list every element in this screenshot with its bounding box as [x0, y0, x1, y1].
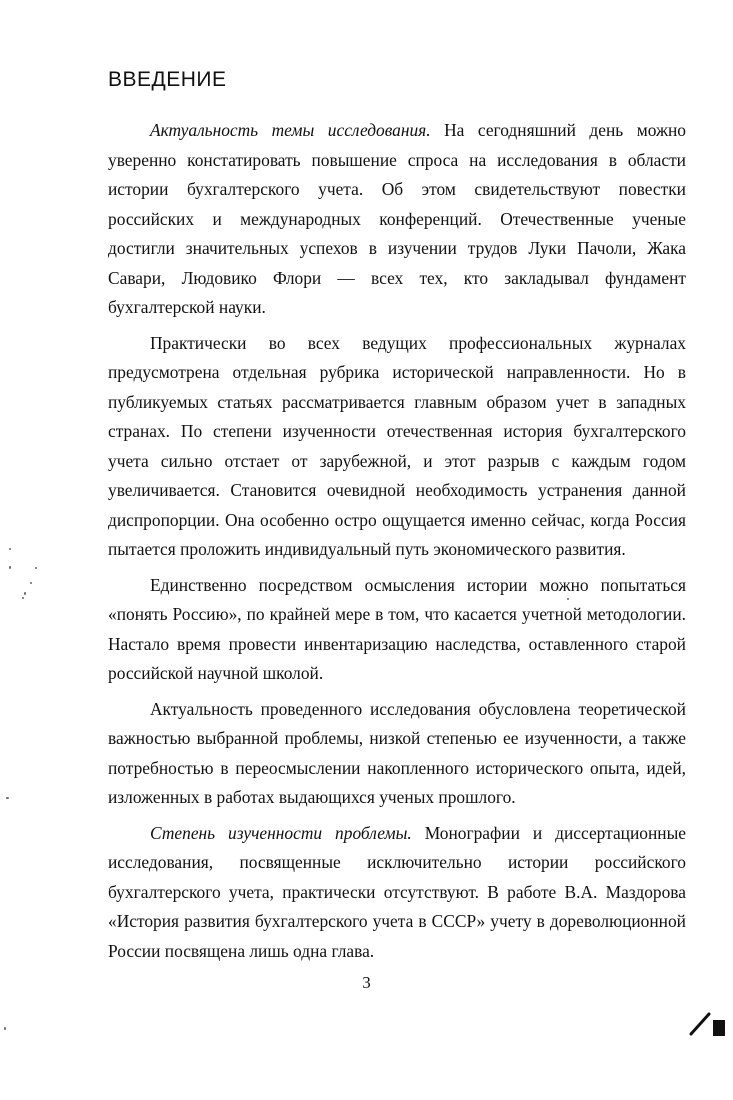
- scan-speck: [4, 1027, 6, 1030]
- scan-speck: [567, 598, 569, 600]
- paragraph-text: Актуальность проведенного исследования обусловлена теоретической важностью выбранной проблемы, низкой степенью ее изученности, а также потребностью в переосмыслении накопленного исторического опыта, идей, изложенных в работах выдающихся ученых прошлого.: [108, 698, 686, 807]
- scan-speck: [22, 597, 24, 599]
- paragraph-text: На сегодняшний день можно уверенно констатировать повышение спроса на исследования в области истории бухгалтерского учета. Об этом свидетельствуют повестки российских и международных конференций. Отечественные ученые достигли значительных успехов в изучении трудов Луки Пачоли, Жака Савари, Людовико Флори — всех тех, кто закладывал фундамент бухгалтерской науки.: [108, 120, 686, 317]
- scan-speck: [24, 592, 26, 595]
- paragraph-2: [108, 329, 686, 565]
- scan-speck: [9, 566, 11, 569]
- section-heading: ВВЕДЕНИЕ: [108, 68, 227, 91]
- paragraph-5: [108, 819, 686, 967]
- paragraph-4: [108, 695, 686, 813]
- paragraph-text: Монографии и диссертационные исследования, посвященные исключительно истории российского бухгалтерского учета, практически отсутствуют. В работе В.А. Маздорова «История развития бухгалтерского учета в СССР» учету в дореволюционной России посвящена лишь одна глава.: [108, 822, 686, 961]
- paragraph-text: Практически во всех ведущих профессиональных журналах предусмотрена отдельная рубрика исторической направленности. Но в публикуемых статьях рассматривается главным образом учет в западных странах. По степени изученности отечественная история бухгалтерского учета сильно отстает от зарубежной, и этот разрыв с каждым годом увеличивается. Становится очевидной необходимость устранения данной диспропорции. Она особенно остро ощущается именно сейчас, когда Россия пытается проложить индивидуальный путь экономического развития.: [108, 332, 686, 559]
- page-number: 3: [362, 973, 371, 992]
- scan-speck: [9, 548, 11, 550]
- paragraph-lead: Актуальность темы исследования.: [150, 120, 431, 140]
- paragraph-3: [108, 571, 686, 689]
- paragraph-lead: Степень изученности проблемы.: [150, 822, 412, 843]
- paragraph-text: Единственно посредством осмысления истории можно попытаться «понять Россию», по крайней мере в том, что касается учетной методологии. Настало время провести инвентаризацию наследства, оставленного старой российской научной школой.: [108, 574, 686, 683]
- scan-speck: [35, 567, 37, 569]
- paragraph-1: [108, 116, 686, 323]
- corner-scan-mark-icon: [687, 1008, 727, 1038]
- scan-speck: [6, 797, 9, 799]
- scan-speck: [30, 582, 32, 584]
- body-text: [108, 116, 686, 972]
